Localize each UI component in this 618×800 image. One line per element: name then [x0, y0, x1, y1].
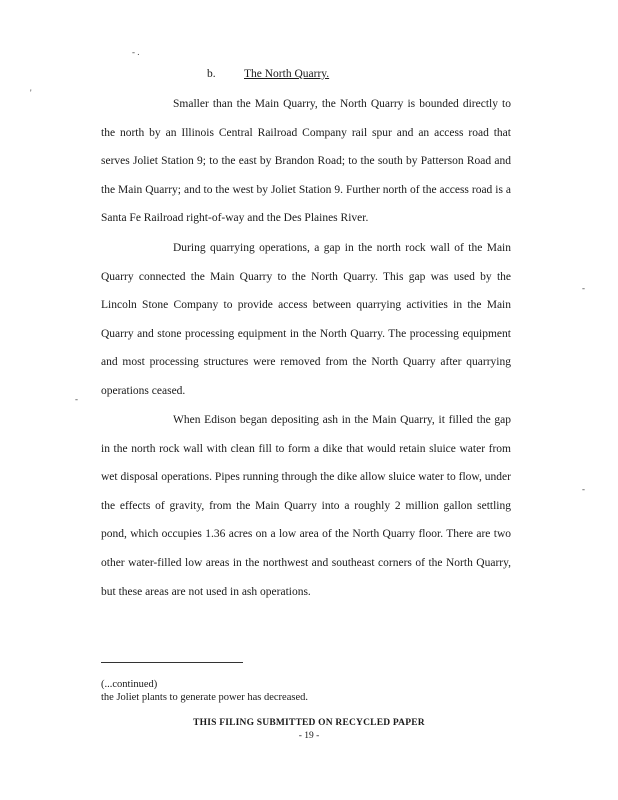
paragraph-3 — [101, 406, 511, 606]
paragraph-text: Smaller than the Main Quarry, the North Quarry is bounded directly to the north by an Illinois Central Railroad Company rail spur and an access road that serves Joliet Station 9; to the east by Brandon Road; to the south by Patterson Road and the Main Quarry; and to the west by Joliet Station 9. Further north of the access road is a Santa Fe Railroad right-of-way and the Des Plaines River. — [101, 98, 511, 225]
stray-mark-left-2: - — [75, 394, 78, 404]
section-title: The North Quarry. — [244, 68, 330, 80]
stray-mark-left: ' — [30, 88, 32, 98]
paragraph-1 — [101, 90, 511, 233]
footnote-divider — [101, 662, 243, 663]
recycled-paper-notice: THIS FILING SUBMITTED ON RECYCLED PAPER — [193, 718, 425, 728]
stray-mark-right-1: - — [582, 283, 585, 293]
paragraph-text: When Edison began depositing ash in the Main Quarry, it filled the gap in the north rock wall with clean fill to form a dike that would retain sluice water from wet disposal operations. Pipes running through the dike allow sluice water to flow, under the effects of gravity, from the Main Quarry into a roughly 2 million gallon settling pond, which occupies 1.36 acres on a low area of the North Quarry floor. There are two other water-filled low areas in the northwest and southeast corners of the North Quarry, but these areas are not used in ash operations. — [101, 414, 511, 598]
page-number: - 19 - — [298, 731, 320, 741]
section-heading — [207, 68, 329, 80]
section-letter: b. — [207, 68, 216, 80]
paragraph-text: During quarrying operations, a gap in the north rock wall of the Main Quarry connected the Main Quarry to the North Quarry. This gap was used by the Lincoln Stone Company to provide access between quarrying activities in the Main Quarry and stone processing equipment in the North Quarry. The processing equipment and most processing structures were removed from the North Quarry after quarrying operations ceased. — [101, 242, 511, 397]
stray-mark-top: - . — [132, 47, 140, 57]
stray-mark-right-2: - — [582, 484, 585, 494]
footnote-continued: (...continued) — [101, 679, 158, 690]
footnote — [101, 678, 308, 704]
paragraph-2 — [101, 234, 511, 406]
footnote-text: the Joliet plants to generate power has decreased. — [101, 692, 309, 703]
